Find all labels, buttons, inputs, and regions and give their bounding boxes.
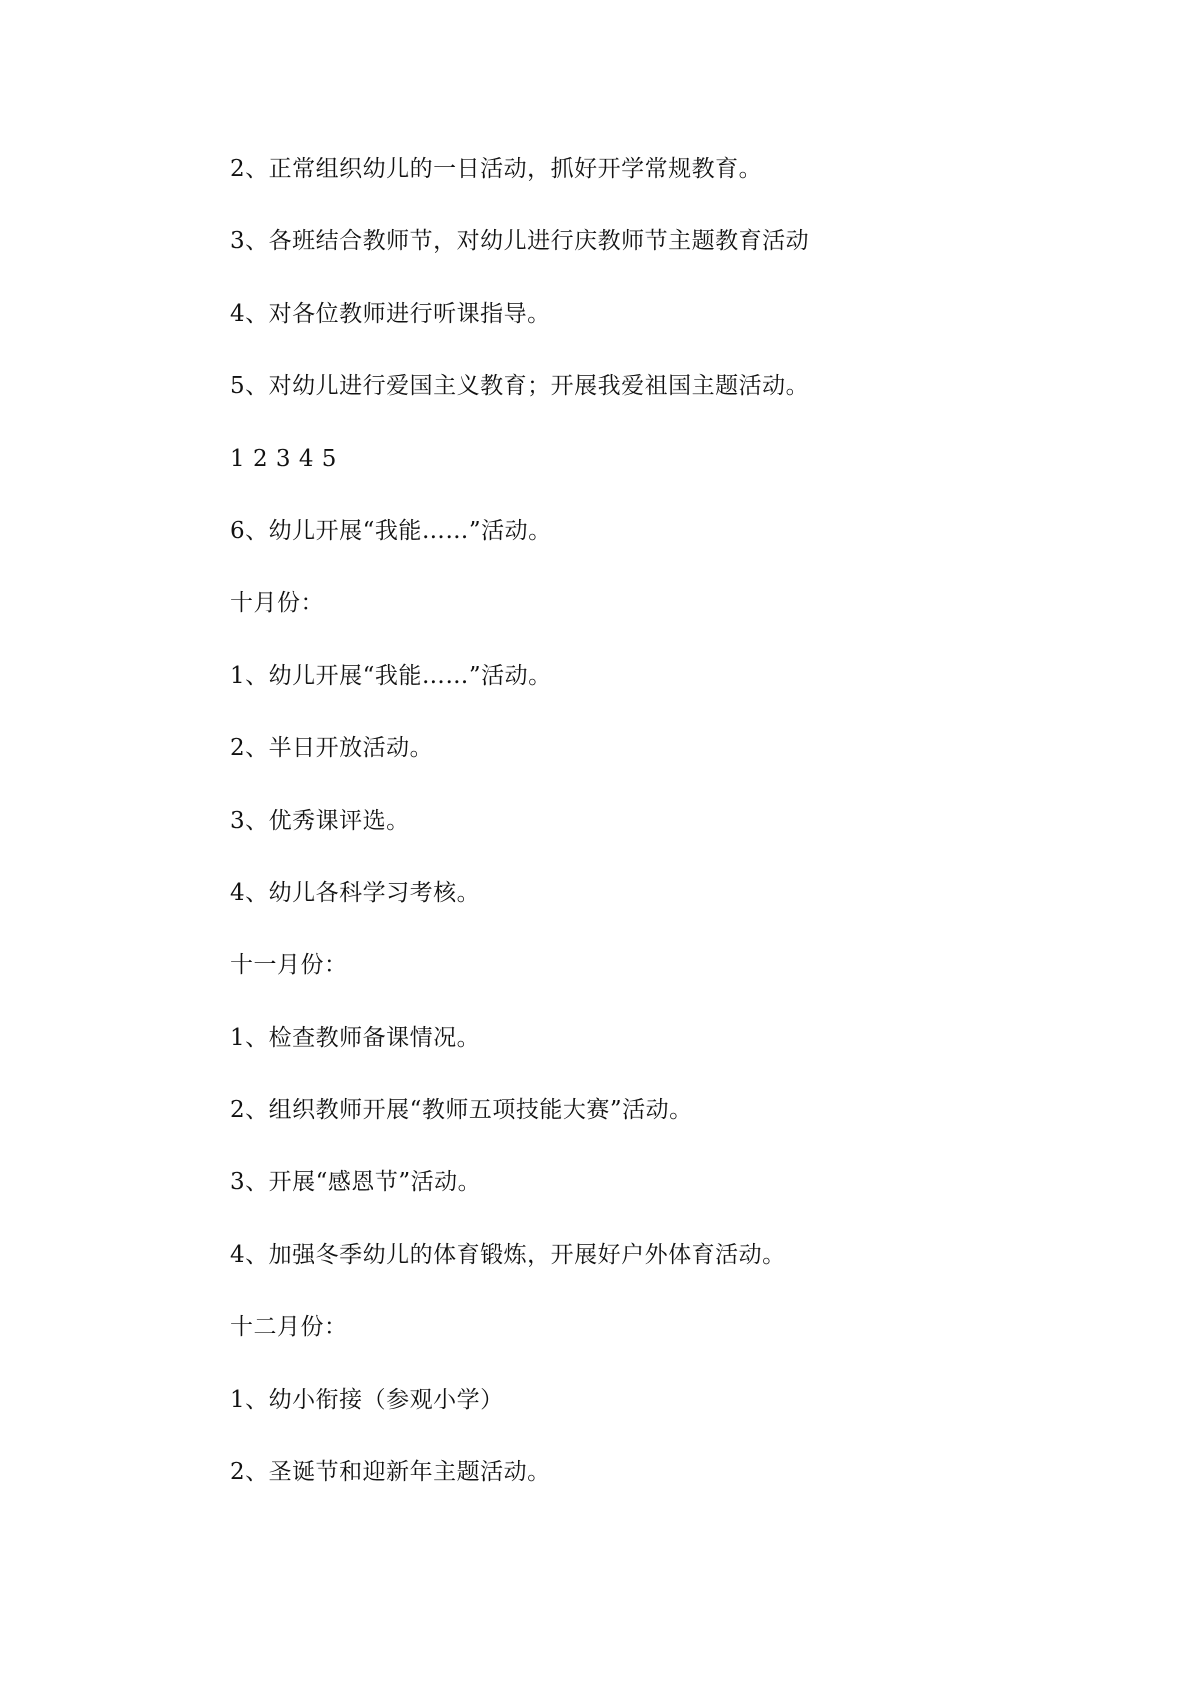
- paragraph-line: 2、圣诞节和迎新年主题活动。: [230, 1459, 551, 1486]
- paragraph-line: 2、半日开放活动。: [230, 735, 434, 762]
- paragraph-line: 4、加强冬季幼儿的体育锻炼，开展好户外体育活动。: [230, 1241, 786, 1268]
- paragraph-line: 4、对各位教师进行听课指导。: [230, 300, 551, 327]
- paragraph-line: 5、对幼儿进行爱国主义教育；开展我爱祖国主题活动。: [230, 373, 810, 400]
- document-body: [230, 152, 1090, 1527]
- paragraph-line: 1、幼儿开展“我能……”活动。: [230, 662, 552, 689]
- paragraph-line: 4、幼儿各科学习考核。: [230, 879, 481, 906]
- paragraph-line: 3、各班结合教师节，对幼儿进行庆教师节主题教育活动: [230, 228, 810, 255]
- paragraph-line: 3、开展“感恩节”活动。: [230, 1169, 482, 1196]
- paragraph-line: 3、优秀课评选。: [230, 807, 410, 834]
- paragraph-line: 6、幼儿开展“我能……”活动。: [230, 517, 552, 544]
- paragraph-line: 1、检查教师备课情况。: [230, 1024, 481, 1051]
- paragraph-line: 2、组织教师开展“教师五项技能大赛”活动。: [230, 1097, 693, 1124]
- paragraph-line: 1、幼小衔接（参观小学）: [230, 1386, 504, 1413]
- section-heading-november: 十一月份：: [230, 952, 348, 979]
- paragraph-line: 2、正常组织幼儿的一日活动，抓好开学常规教育。: [230, 156, 763, 182]
- section-heading-december: 十二月份：: [230, 1314, 348, 1341]
- paragraph-line: 1 2 3 4 5: [230, 445, 337, 472]
- section-heading-october: 十月份：: [230, 590, 324, 617]
